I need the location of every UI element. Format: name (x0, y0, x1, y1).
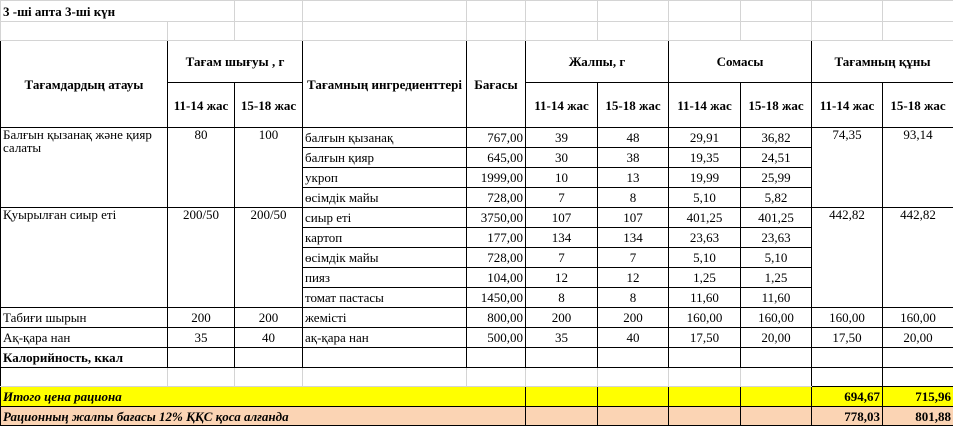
cell[interactable] (741, 348, 812, 368)
header-dish-name[interactable]: Тағамдардың атауы (1, 41, 168, 128)
total-age2[interactable]: 13 (598, 168, 669, 188)
cell[interactable] (669, 387, 741, 407)
cost-age1[interactable]: 442,82 (812, 208, 883, 308)
cell[interactable] (669, 407, 741, 426)
header-total-age1[interactable]: 11-14 жас (526, 83, 598, 128)
total-age2[interactable]: 134 (598, 228, 669, 248)
sum-age1[interactable]: 160,00 (669, 308, 741, 328)
cost-age2[interactable]: 93,14 (883, 128, 953, 208)
calorie-label[interactable]: Калорийность, ккал (1, 348, 168, 368)
sum-age2[interactable]: 11,60 (741, 288, 812, 308)
price[interactable]: 104,00 (467, 268, 526, 288)
dish-yield-age1[interactable]: 80 (168, 128, 235, 208)
sum-age2[interactable]: 36,82 (741, 128, 812, 148)
table-row (1, 128, 953, 148)
dish-yield-age1[interactable]: 200/50 (168, 208, 235, 308)
dish-name[interactable]: Табиғи шырын (1, 308, 168, 328)
cell[interactable] (526, 368, 598, 387)
price[interactable]: 728,00 (467, 248, 526, 268)
header-cost[interactable]: Тағамның құны (812, 41, 953, 83)
total-row (1, 387, 953, 407)
header-total[interactable]: Жалпы, г (526, 41, 669, 83)
total-age1[interactable]: 8 (526, 288, 598, 308)
cell[interactable] (883, 368, 953, 387)
ingredient[interactable]: балғын қызанақ (303, 128, 467, 148)
total-age2[interactable]: 715,96 (883, 387, 953, 407)
cell[interactable] (741, 1, 812, 22)
cell[interactable] (669, 22, 741, 41)
table-row (1, 308, 953, 328)
sum-age1[interactable]: 11,60 (669, 288, 741, 308)
dish-yield-age1[interactable]: 200 (168, 308, 235, 328)
dish-name[interactable]: Ақ-қара нан (1, 328, 168, 348)
vat-label[interactable]: Рационның жалпы бағасы 12% ҚҚС қоса алғанда (1, 407, 526, 426)
cell[interactable] (598, 348, 669, 368)
sum-age1[interactable]: 1,25 (669, 268, 741, 288)
total-age2[interactable]: 12 (598, 268, 669, 288)
sum-age2[interactable]: 24,51 (741, 148, 812, 168)
ingredient[interactable]: томат пастасы (303, 288, 467, 308)
ingredient[interactable]: картоп (303, 228, 467, 248)
header-sum-age2[interactable]: 15-18 жас (741, 83, 812, 128)
total-age1[interactable]: 107 (526, 208, 598, 228)
dish-yield-age2[interactable]: 100 (235, 128, 303, 208)
sum-age1[interactable]: 19,35 (669, 148, 741, 168)
sum-age2[interactable]: 160,00 (741, 308, 812, 328)
cell[interactable] (883, 1, 953, 22)
header-sum[interactable]: Сомасы (669, 41, 812, 83)
dish-name[interactable]: Қуырылған сиыр еті (1, 208, 168, 308)
sum-age1[interactable]: 23,63 (669, 228, 741, 248)
cost-age2[interactable]: 20,00 (883, 328, 953, 348)
sheet-title[interactable]: 3 -ші апта 3-ші күн (1, 1, 235, 22)
header-cost-age1[interactable]: 11-14 жас (812, 83, 883, 128)
ingredient[interactable]: жемісті (303, 308, 467, 328)
cost-age1[interactable]: 74,35 (812, 128, 883, 208)
dish-yield-age2[interactable]: 200/50 (235, 208, 303, 308)
cell[interactable] (598, 368, 669, 387)
cell[interactable] (467, 368, 526, 387)
cell[interactable] (526, 1, 598, 22)
sum-age1[interactable]: 5,10 (669, 248, 741, 268)
cell[interactable] (598, 22, 669, 41)
price[interactable]: 1999,00 (467, 168, 526, 188)
total-age1[interactable]: 10 (526, 168, 598, 188)
total-age1[interactable]: 7 (526, 248, 598, 268)
cell[interactable] (741, 22, 812, 41)
cell[interactable] (235, 1, 303, 22)
cell[interactable] (526, 387, 598, 407)
cell[interactable] (168, 348, 235, 368)
header-yield[interactable]: Тағам шығуы , г (168, 41, 303, 83)
vat-age1[interactable]: 778,03 (812, 407, 883, 426)
cell[interactable] (467, 348, 526, 368)
total-age2[interactable]: 40 (598, 328, 669, 348)
dish-yield-age2[interactable]: 200 (235, 308, 303, 328)
cell[interactable] (812, 22, 883, 41)
cell[interactable] (526, 22, 598, 41)
sum-age2[interactable]: 401,25 (741, 208, 812, 228)
cell[interactable] (467, 22, 526, 41)
cell[interactable] (526, 348, 598, 368)
cell[interactable] (812, 348, 883, 368)
ingredient[interactable]: пияз (303, 268, 467, 288)
cell[interactable] (168, 368, 235, 387)
cell[interactable] (741, 387, 812, 407)
dish-yield-age2[interactable]: 40 (235, 328, 303, 348)
cell[interactable] (235, 348, 303, 368)
ingredient[interactable]: балғын қияр (303, 148, 467, 168)
cell[interactable] (669, 368, 741, 387)
cell[interactable] (812, 368, 883, 387)
total-age1[interactable]: 35 (526, 328, 598, 348)
total-age2[interactable]: 8 (598, 288, 669, 308)
cell[interactable] (303, 368, 467, 387)
header-sum-age1[interactable]: 11-14 жас (669, 83, 741, 128)
total-age2[interactable]: 48 (598, 128, 669, 148)
header-cost-age2[interactable]: 15-18 жас (883, 83, 953, 128)
header-yield-age1[interactable]: 11-14 жас (168, 83, 235, 128)
price[interactable]: 177,00 (467, 228, 526, 248)
sum-age1[interactable]: 5,10 (669, 188, 741, 208)
table-row (1, 208, 953, 228)
cell[interactable] (303, 348, 467, 368)
sum-age2[interactable]: 23,63 (741, 228, 812, 248)
cost-age2[interactable]: 442,82 (883, 208, 953, 308)
total-age1[interactable]: 39 (526, 128, 598, 148)
sum-age1[interactable]: 29,91 (669, 128, 741, 148)
price[interactable]: 3750,00 (467, 208, 526, 228)
cell[interactable] (598, 407, 669, 426)
sum-age1[interactable]: 401,25 (669, 208, 741, 228)
cell[interactable] (669, 348, 741, 368)
cell[interactable] (303, 1, 467, 22)
sum-age2[interactable]: 25,99 (741, 168, 812, 188)
header-ingredients[interactable]: Тағамның ингредиенттері (303, 41, 467, 128)
total-age1[interactable]: 12 (526, 268, 598, 288)
total-age2[interactable]: 7 (598, 248, 669, 268)
total-age1[interactable]: 7 (526, 188, 598, 208)
cell[interactable] (598, 387, 669, 407)
total-age1[interactable]: 694,67 (812, 387, 883, 407)
cell[interactable] (1, 368, 168, 387)
sum-age2[interactable]: 1,25 (741, 268, 812, 288)
dish-yield-age1[interactable]: 35 (168, 328, 235, 348)
price[interactable]: 767,00 (467, 128, 526, 148)
ingredient[interactable]: өсімдік майы (303, 188, 467, 208)
total-age1[interactable]: 200 (526, 308, 598, 328)
total-age2[interactable]: 8 (598, 188, 669, 208)
cell[interactable] (235, 368, 303, 387)
cost-age1[interactable]: 17,50 (812, 328, 883, 348)
total-age1[interactable]: 134 (526, 228, 598, 248)
header-yield-age2[interactable]: 15-18 жас (235, 83, 303, 128)
price[interactable]: 500,00 (467, 328, 526, 348)
cell[interactable] (467, 1, 526, 22)
ingredient[interactable]: өсімдік майы (303, 248, 467, 268)
sum-age2[interactable]: 5,10 (741, 248, 812, 268)
ingredient[interactable]: ақ-қара нан (303, 328, 467, 348)
ingredient[interactable]: укроп (303, 168, 467, 188)
header-total-age2[interactable]: 15-18 жас (598, 83, 669, 128)
table-row (1, 328, 953, 348)
sum-age2[interactable]: 5,82 (741, 188, 812, 208)
cost-age2[interactable]: 160,00 (883, 308, 953, 328)
cell[interactable] (1, 22, 168, 41)
price[interactable]: 800,00 (467, 308, 526, 328)
cell[interactable] (812, 1, 883, 22)
table-row (1, 368, 953, 387)
cell[interactable] (883, 22, 953, 41)
sum-age2[interactable]: 20,00 (741, 328, 812, 348)
cell[interactable] (303, 22, 467, 41)
total-age2[interactable]: 107 (598, 208, 669, 228)
price[interactable]: 645,00 (467, 148, 526, 168)
total-age2[interactable]: 200 (598, 308, 669, 328)
price[interactable]: 728,00 (467, 188, 526, 208)
cost-age1[interactable]: 160,00 (812, 308, 883, 328)
dish-name[interactable]: Балғын қызанақ және қияр салаты (1, 128, 168, 208)
vat-age2[interactable]: 801,88 (883, 407, 953, 426)
table-row (1, 348, 953, 368)
cell[interactable] (669, 1, 741, 22)
vat-row (1, 407, 953, 426)
total-age1[interactable]: 30 (526, 148, 598, 168)
ingredient[interactable]: сиыр еті (303, 208, 467, 228)
cell[interactable] (741, 407, 812, 426)
cell[interactable] (598, 1, 669, 22)
cell[interactable] (168, 22, 235, 41)
sum-age1[interactable]: 17,50 (669, 328, 741, 348)
cell[interactable] (235, 22, 303, 41)
total-age2[interactable]: 38 (598, 148, 669, 168)
cell[interactable] (526, 407, 598, 426)
total-label[interactable]: Итого цена рациона (1, 387, 526, 407)
cell[interactable] (741, 368, 812, 387)
cell[interactable] (883, 348, 953, 368)
header-price[interactable]: Бағасы (467, 41, 526, 128)
price[interactable]: 1450,00 (467, 288, 526, 308)
sum-age1[interactable]: 19,99 (669, 168, 741, 188)
